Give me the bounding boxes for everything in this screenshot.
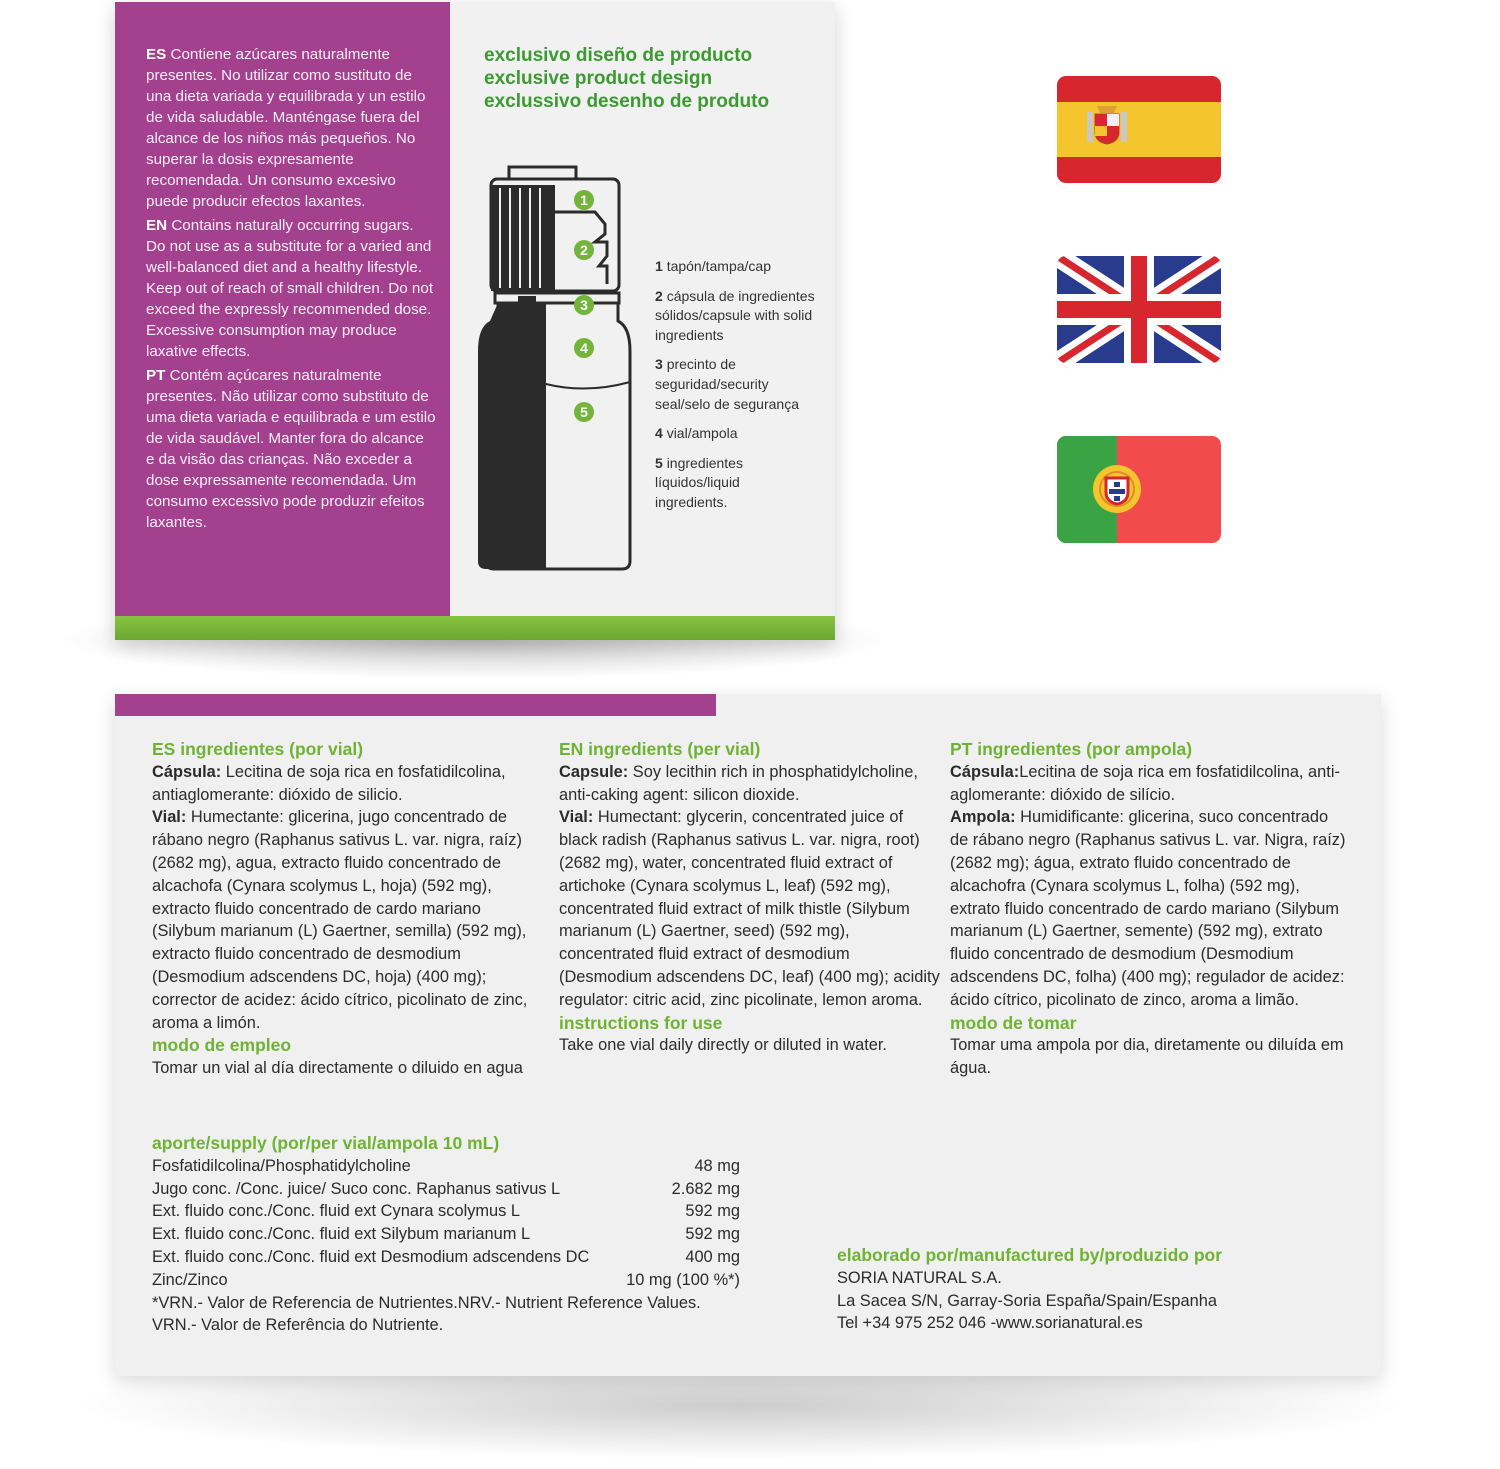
ingredients-pt-heading: PT ingredientes (por ampola) (950, 739, 1193, 759)
capsule-pt-text: Lecitina de soja rica em fosfatidilcolina, anti-aglomerante: dióxido de silício. (950, 762, 1340, 804)
warning-pt-text: Contém açúcares naturalmente presentes. Não utilizar como substituto de uma dieta variada e equilibrada e um estilo de vida saudável. Manter fora do alcance e da visão das crianças. Não exceder a dose expressamente recomendada. Um consumo excessivo pode produzir efeitos laxantes. (146, 367, 436, 531)
legend-num-3: 3 (655, 356, 663, 373)
manufacturer-address: La Sacea S/N, Garray-Soria España/Spain/Espanha (837, 1291, 1217, 1310)
ingredients-en (559, 738, 944, 1057)
ingredients-pt (950, 738, 1350, 1080)
supply-row (152, 1246, 772, 1269)
part-1-number: 1 (580, 192, 588, 208)
supply-amount: 10 mg (100 %*) (626, 1270, 740, 1289)
legend-num-2: 2 (655, 287, 663, 304)
supply-row (152, 1155, 772, 1178)
vial-es-label: Vial: (152, 808, 187, 827)
warning-en-text: Contains naturally occurring sugars. Do not use as a substitute for a varied and well-balanced diet and a healthy lifestyle. Keep out of reach of small children. Do not exceed the expressly recommended dose. Excessive consumption may produce laxative effects. (146, 217, 434, 360)
part-3-number: 3 (580, 297, 588, 313)
vial-pt-text: Humidificante: glicerina, suco concentrado de rábano negro (Raphanus sativus L. var. Nigra, raíz) (2682 mg); água, extrato fluido concentrado de alcachofra (Cynara scolymus L, folha) (592 mg), extrato fluido concentrado de cardo mariano (Silybum marianum (L) Gaertner, semente) (592 mg), extrato fluido concentrado de desmodium (Desmodium adscendens DC, folha) (400 mg); regulador de acidez: ácido cítrico, picolinato de zinco, aroma a limão. (950, 808, 1346, 1009)
supply-amount: 592 mg (685, 1225, 740, 1244)
vial-en-label: Vial: (559, 808, 594, 827)
supply-row (152, 1223, 772, 1246)
ingredients-panel (115, 694, 1381, 1376)
supply-label: Fosfatidilcolina/Phosphatidylcholine (152, 1156, 411, 1175)
cap-top (509, 167, 576, 179)
seal-tab (518, 296, 536, 302)
supply-amount: 592 mg (685, 1202, 740, 1221)
capsule-es (152, 761, 547, 807)
warning-es (146, 44, 436, 212)
manufacturer-name: SORIA NATURAL S.A. (837, 1268, 1002, 1287)
ingredients-es (152, 738, 547, 1080)
capsule-pt-label: Cápsula: (950, 762, 1020, 781)
use-pt-heading: modo de tomar (950, 1012, 1077, 1033)
vial-diagram (478, 162, 638, 577)
legend-num-5: 5 (655, 454, 663, 471)
vial-en (559, 806, 944, 1011)
vial-en-text: Humectant: glycerin, concentrated juice of black radish (Raphanus sativus L. var. nigra, root) (2682 mg), water, concentrated fluid extract of artichoke (Cynara scolymus L, leaf) (592 mg), concentrated fluid extract of milk thistle (Silybum marianum (L) Gaertner, seed) (592 mg), concentrated fluid extract of desmodium (Desmodium adscendens DC, leaf) (400 mg); acidity regulator: citric acid, zinc picolinate, lemon aroma. (559, 808, 940, 1009)
warning-en (146, 215, 436, 362)
supply-row (152, 1200, 772, 1223)
manufacturer-block (837, 1244, 1222, 1335)
manufacturer-contact: Tel +34 975 252 046 -www.sorianatural.es (837, 1314, 1143, 1333)
legend-item-1 (655, 257, 815, 277)
supply-label: Ext. fluido conc./Conc. fluid ext Desmodium adscendens DC (152, 1247, 590, 1266)
legend-item-2 (655, 287, 815, 346)
legend-text-5: ingredientes líquidos/liquid ingredients. (655, 454, 743, 510)
legend-item-4 (655, 424, 815, 444)
capsule-pt (950, 761, 1350, 807)
lang-code-en: EN (146, 217, 168, 234)
capsule-es-text: Lecitina de soja rica en fosfatidilcolina, antiaglomerante: dióxido de silicio. (152, 762, 506, 804)
warning-es-text: Contiene azúcares naturalmente presentes. No utilizar como sustituto de una dieta variada y equilibrada y un estilo de vida saludable. Manténgase fuera del alcance de los niños más pequeños. No superar la dosis expresamente recomendada. Un consumo excesivo puede producir efectos laxantes. (146, 46, 426, 210)
legend-text-1: tapón/tampa/cap (666, 258, 771, 274)
spain-flag-icon (1057, 76, 1221, 183)
part-2-number: 2 (580, 242, 588, 258)
capsule-en-text: Soy lecithin rich in phosphatidylcholine, anti-caking agent: silicon dioxide. (559, 762, 918, 804)
green-stripe (115, 616, 835, 640)
lang-code-es: ES (146, 46, 167, 63)
vial-es (152, 806, 547, 1034)
capsule-en (559, 761, 944, 807)
legend-item-5 (655, 454, 815, 513)
part-4-number: 4 (580, 340, 588, 356)
legend-item-3 (655, 355, 815, 414)
warning-pt (146, 365, 436, 533)
lang-code-pt: PT (146, 367, 166, 384)
supply-label: Ext. fluido conc./Conc. fluid ext Silybum marianum L (152, 1225, 531, 1244)
supply-row (152, 1178, 772, 1201)
supply-label: Jugo conc. /Conc. juice/ Suco conc. Raphanus sativus L (152, 1179, 561, 1198)
portugal-flag-icon (1057, 436, 1221, 543)
legend-text-2: cápsula de ingredientes sólidos/capsule with solid ingredients (655, 287, 815, 343)
legend-num-1: 1 (655, 258, 663, 274)
vrn-note: VRN.- Valor de Referência do Nutriente. (152, 1316, 444, 1335)
legend-text-3: precinto de seguridad/security seal/selo de segurança (655, 356, 799, 412)
parts-legend (655, 257, 815, 523)
design-title-es: exclusivo diseño de producto (484, 45, 753, 66)
uk-flag-icon (1057, 256, 1221, 363)
supply-heading: aporte/supply (por/per vial/ampola 10 mL) (152, 1133, 500, 1153)
purple-stripe (115, 694, 716, 716)
supply-amount: 48 mg (694, 1156, 740, 1175)
design-title-en: exclusive product design (484, 68, 713, 89)
capsule-es-label: Cápsula: (152, 762, 222, 781)
capsule-en-label: Capsule: (559, 762, 629, 781)
warnings-panel (115, 2, 450, 616)
warnings-text (146, 44, 436, 536)
legend-num-4: 4 (655, 425, 663, 442)
use-es-heading: modo de empleo (152, 1035, 292, 1056)
use-es-text: Tomar un vial al día directamente o diluido en agua (152, 1059, 523, 1078)
ingredients-es-heading: ES ingredientes (por vial) (152, 739, 364, 759)
supply-table (152, 1132, 772, 1337)
design-title-pt: exclussivo desenho de produto (484, 91, 770, 112)
ingredients-en-heading: EN ingredients (per vial) (559, 739, 761, 759)
use-en-heading: instructions for use (559, 1012, 723, 1033)
liquid-line (546, 382, 630, 389)
nrv-note: *VRN.- Valor de Referencia de Nutrientes.NRV.- Nutrient Reference Values. (152, 1293, 701, 1312)
box-side-panel (115, 2, 835, 640)
use-en-text: Take one vial daily directly or diluted in water. (559, 1036, 887, 1055)
supply-label: Ext. fluido conc./Conc. fluid ext Cynara scolymus L (152, 1202, 521, 1221)
legend-text-4: vial/ampola (666, 425, 738, 442)
vial-es-text: Humectante: glicerina, jugo concentrado de rábano negro (Raphanus sativus L. var. nigra, raíz) (2682 mg), agua, extracto fluido concentrado de alcachofa (Cynara scolymus L, hoja) (592 mg), extracto fluido concentrado de cardo mariano (Silybum marianum (L) Gaertner, semilla) (592 mg), extracto fluido concentrado de desmodium (Desmodium adscendens DC, hoja) (400 mg); corrector de acidez: ácido cítrico, picolinato de zinc, aroma a limón. (152, 808, 528, 1032)
use-pt-text: Tomar uma ampola por dia, diretamente ou diluída em água. (950, 1036, 1344, 1078)
supply-amount: 400 mg (685, 1247, 740, 1266)
vial-shaded-half (478, 303, 546, 569)
supply-label: Zinc/Zinco (152, 1270, 228, 1289)
supply-row (152, 1269, 772, 1292)
design-title (484, 44, 769, 113)
vial-pt (950, 806, 1350, 1011)
part-numbers (574, 190, 594, 422)
part-5-number: 5 (580, 404, 588, 420)
vial-pt-label: Ampola: (950, 808, 1016, 827)
supply-amount: 2.682 mg (671, 1179, 740, 1198)
manufacturer-heading: elaborado por/manufactured by/produzido por (837, 1245, 1223, 1265)
